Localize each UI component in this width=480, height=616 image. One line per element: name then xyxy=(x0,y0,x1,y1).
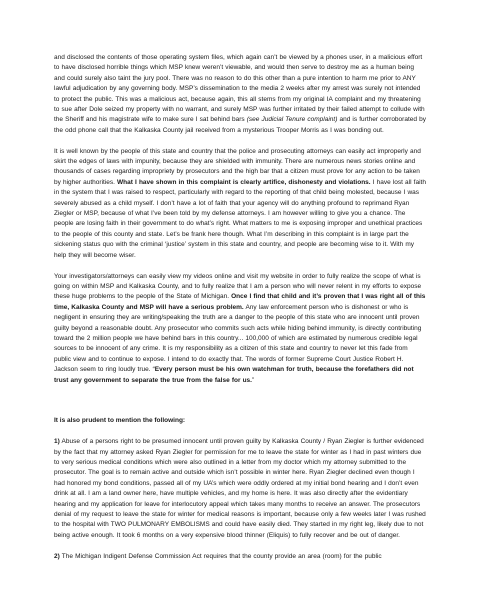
bold-text: Every person must be his own watchman for truth, because the forefathers did not trust any government to separate the true from the false for us. xyxy=(54,366,414,384)
item-text: The Michigan Indigent Defense Commission Act requires that the county provide an area (room) for the public xyxy=(59,552,382,560)
paragraph-1 xyxy=(54,53,426,136)
item-number: 2) xyxy=(54,552,60,560)
paragraph-3 xyxy=(54,272,426,386)
text-run: I have lost all faith in the system that I was raised to respect, particularly with regard to the reporting of that child being molested, because I was severely abused as a child myself. I don’t have a lot of faith that your agency will do anything profound to reprimand Ryan Ziegler or MSP, because of what I’ve been told by my defense attorneys. I am however willing to give you a chance. The people are losing faith in their government to do what’s right. What matters to me is exposing improper and unethical practices to the people of this county and state. Let’s be frank here though. What I’m describing in this complaint is in large part the sickening status quo with the criminal ‘justice’ system in this state and country, and people are becoming wise to it. With my help they will become wiser. xyxy=(54,178,426,259)
section-heading: It is also prudent to mention the following: xyxy=(54,417,186,425)
text-run: Any law enforcement person who is dishonest or who is negligent in ensuring they are writing/speaking the truth are a danger to the people of this state who are innocent until proven guilty beyond a reasonable doubt. Any prosecutor who commits such acts while hiding behind immunity, is directly contributing toward the 2 million people we have behind bars in this country... 100,000 of which are estimated by numerous credible legal sources to be innocent of any crime. It is my responsibility as a citizen of this state and country to never let this fade from public view and to continue to expose. I intend to do exactly that. The words of former Supreme Court Justice Robert H. Jackson seem to ring loudly true. “ xyxy=(54,303,422,374)
text-run: and is further corroborated by the odd phone call that the Kalkaska County jail received from a mysterious Trooper Morris as I was bonding out. xyxy=(54,116,426,134)
text-run: Your investigators/attorneys can easily view my videos online and visit my website in order to fully realize the scope of what is going on within MSP and Kalkaska County, and to fully realize that I am a person who will never relent in my efforts to expose these huge problems to the people of the State of Michigan. xyxy=(54,272,422,301)
section-gap xyxy=(54,396,426,416)
italic-text: (see Judicial Tenure complaint) xyxy=(246,116,338,124)
numbered-item-2 xyxy=(54,552,426,562)
text-run: ” xyxy=(251,376,255,384)
paragraph-2 xyxy=(54,147,426,261)
item-text: Abuse of a persons right to be presumed innocent until proven guilty by Kalkaska County / Ryan Ziegler is further evidenced by the fact that my attorney asked Ryan Ziegler for permission for me to leave the state for winter as I had in past winters due to very serious medical conditions which were also outlined in a letter from my doctor which my attorney submitted to the prosecutor. The goal is to remain active and outside which isn’t possible in winter here. Ryan Ziegler declined even though I had honored my bond conditions, passed all of my UA’s which were oddly ordered at my initial bond hearing and I don’t even drink at all. I am a land owner here, have multiple vehicles, and my home is here. It was also directly after the evidentiary hearing and my application for leave for interlocutory appeal which takes many months to receive an answer. The prosecutors denial of my request to leave the state for winter for medical reasons is important, because only a few weeks later I was rushed to the hospital with TWO PULMONARY EMBOLISMS and could have easily died. They started in my right leg, likely due to not being active enough. It took 6 months on a very expensive blood thinner (Eliquis) to fully recover and be out of danger. xyxy=(54,438,426,539)
numbered-item-1 xyxy=(54,437,426,541)
item-number: 1) xyxy=(54,438,60,446)
bold-text: What I have shown in this complaint is clearly artifice, dishonesty and violations. xyxy=(117,178,371,186)
bold-text: Once I find that child and it’s proven that I was right all of this time, Kalkaska County and MSP will have a serious problem. xyxy=(54,293,426,311)
text-run: It is well known by the people of this state and country that the police and prosecuting attorneys can easily act improperly and skirt the edges of laws with impunity, because they are shielded with immunity. There are numerous news stories online and thousands of cases regarding impropriety by prosecutors and the high bar that a citizen must prove for any action to be taken by higher authorities. xyxy=(54,147,421,186)
text-run: and disclosed the contents of those operating system files, which again can’t be viewed by a phones user, in a malicious effort to have disclosed horrible things which MSP knew weren’t viewable, and would then serve to destroy me as a human being and could surely also taint the jury pool. There was no reason to do this other than a pure intention to harm me prior to ANY lawful adjudication by any governing body. MSP’s dissemination to the media 2 weeks after my arrest was surely not intended to protect the public. This was a malicious act, because again, this all stems from my original IA complaint and my threatening to sue after Dole seized my property with no warrant, and surely MSP was further irritated by their failed attempt to collude with the Sheriff and his magistrate wife to make sure I sat behind bars xyxy=(54,54,425,124)
